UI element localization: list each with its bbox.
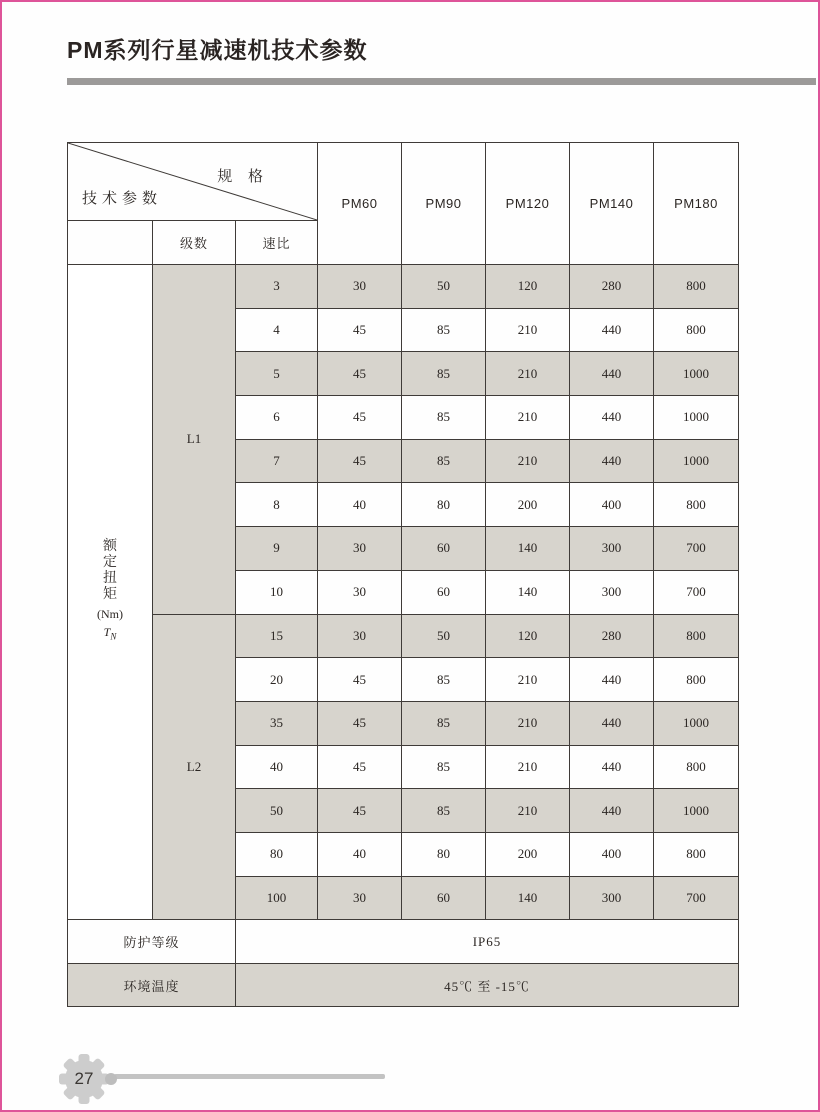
spec-table bbox=[67, 142, 739, 1007]
torque-value-cell: 440 bbox=[570, 352, 654, 396]
torque-value-cell: 85 bbox=[402, 308, 486, 352]
corner-header-cell bbox=[68, 143, 318, 221]
stage-group-cell-l2: L2 bbox=[153, 614, 236, 920]
torque-value-cell: 800 bbox=[654, 308, 739, 352]
subheader-stage: 级数 bbox=[153, 221, 236, 265]
torque-value-cell: 280 bbox=[570, 614, 654, 658]
ratio-cell: 10 bbox=[236, 570, 318, 614]
corner-label-spec: 规 格 bbox=[217, 169, 270, 185]
rated-torque-header-cell: 额 定 扭 矩 (Nm) $T_N$ bbox=[68, 265, 153, 920]
column-header-pm60: PM60 bbox=[318, 143, 402, 265]
torque-value-cell: 60 bbox=[402, 570, 486, 614]
torque-value-cell: 400 bbox=[570, 832, 654, 876]
torque-value-cell: 140 bbox=[486, 876, 570, 920]
subheader-ratio: 速比 bbox=[236, 221, 318, 265]
ratio-cell: 6 bbox=[236, 396, 318, 440]
ratio-cell: 20 bbox=[236, 658, 318, 702]
torque-value-cell: 85 bbox=[402, 439, 486, 483]
torque-value-cell: 300 bbox=[570, 876, 654, 920]
torque-value-cell: 40 bbox=[318, 832, 402, 876]
torque-value-cell: 1000 bbox=[654, 352, 739, 396]
stage-group-cell-l1: L1 bbox=[153, 265, 236, 615]
torque-value-cell: 45 bbox=[318, 701, 402, 745]
torque-value-cell: 700 bbox=[654, 570, 739, 614]
torque-value-cell: 440 bbox=[570, 396, 654, 440]
torque-value-cell: 60 bbox=[402, 527, 486, 571]
torque-value-cell: 200 bbox=[486, 832, 570, 876]
table-row bbox=[68, 265, 739, 309]
torque-value-cell: 800 bbox=[654, 265, 739, 309]
ambient-temperature-label: 环境温度 bbox=[68, 964, 236, 1007]
torque-value-cell: 85 bbox=[402, 701, 486, 745]
torque-value-cell: 210 bbox=[486, 701, 570, 745]
ratio-cell: 15 bbox=[236, 614, 318, 658]
ratio-cell: 80 bbox=[236, 832, 318, 876]
empty-subheader-cell bbox=[68, 221, 153, 265]
torque-value-cell: 210 bbox=[486, 745, 570, 789]
torque-value-cell: 85 bbox=[402, 396, 486, 440]
torque-value-cell: 440 bbox=[570, 658, 654, 702]
ratio-cell: 50 bbox=[236, 789, 318, 833]
torque-value-cell: 85 bbox=[402, 789, 486, 833]
footer-decorative-line bbox=[114, 1074, 385, 1079]
torque-value-cell: 300 bbox=[570, 527, 654, 571]
torque-value-cell: 700 bbox=[654, 527, 739, 571]
ratio-cell: 100 bbox=[236, 876, 318, 920]
ratio-cell: 35 bbox=[236, 701, 318, 745]
torque-value-cell: 1000 bbox=[654, 439, 739, 483]
ratio-cell: 5 bbox=[236, 352, 318, 396]
torque-value-cell: 120 bbox=[486, 614, 570, 658]
ratio-cell: 40 bbox=[236, 745, 318, 789]
torque-value-cell: 210 bbox=[486, 439, 570, 483]
protection-grade-value: IP65 bbox=[236, 920, 739, 964]
torque-value-cell: 85 bbox=[402, 658, 486, 702]
torque-value-cell: 280 bbox=[570, 265, 654, 309]
torque-value-cell: 80 bbox=[402, 483, 486, 527]
ratio-cell: 7 bbox=[236, 439, 318, 483]
torque-value-cell: 30 bbox=[318, 876, 402, 920]
diagonal-divider bbox=[68, 143, 317, 220]
torque-value-cell: 1000 bbox=[654, 789, 739, 833]
torque-value-cell: 30 bbox=[318, 527, 402, 571]
torque-value-cell: 440 bbox=[570, 701, 654, 745]
column-header-pm120: PM120 bbox=[486, 143, 570, 265]
torque-value-cell: 800 bbox=[654, 614, 739, 658]
column-header-pm90: PM90 bbox=[402, 143, 486, 265]
torque-value-cell: 40 bbox=[318, 483, 402, 527]
title-underline-bar bbox=[67, 78, 816, 85]
torque-value-cell: 45 bbox=[318, 352, 402, 396]
torque-value-cell: 85 bbox=[402, 352, 486, 396]
torque-value-cell: 140 bbox=[486, 570, 570, 614]
torque-value-cell: 60 bbox=[402, 876, 486, 920]
torque-value-cell: 140 bbox=[486, 527, 570, 571]
torque-value-cell: 210 bbox=[486, 396, 570, 440]
torque-value-cell: 1000 bbox=[654, 701, 739, 745]
torque-value-cell: 210 bbox=[486, 308, 570, 352]
torque-value-cell: 440 bbox=[570, 439, 654, 483]
torque-value-cell: 200 bbox=[486, 483, 570, 527]
footer-decorative-dot bbox=[105, 1073, 117, 1085]
torque-value-cell: 210 bbox=[486, 352, 570, 396]
torque-value-cell: 30 bbox=[318, 570, 402, 614]
torque-value-cell: 400 bbox=[570, 483, 654, 527]
torque-value-cell: 800 bbox=[654, 832, 739, 876]
torque-value-cell: 210 bbox=[486, 789, 570, 833]
torque-value-cell: 1000 bbox=[654, 396, 739, 440]
torque-value-cell: 440 bbox=[570, 745, 654, 789]
torque-value-cell: 800 bbox=[654, 745, 739, 789]
ratio-cell: 4 bbox=[236, 308, 318, 352]
page-title: PM系列行星减速机技术参数 bbox=[67, 37, 368, 63]
ratio-cell: 9 bbox=[236, 527, 318, 571]
ratio-cell: 8 bbox=[236, 483, 318, 527]
torque-value-cell: 45 bbox=[318, 789, 402, 833]
torque-value-cell: 120 bbox=[486, 265, 570, 309]
column-header-pm180: PM180 bbox=[654, 143, 739, 265]
torque-value-cell: 45 bbox=[318, 439, 402, 483]
torque-value-cell: 700 bbox=[654, 876, 739, 920]
torque-value-cell: 50 bbox=[402, 265, 486, 309]
table-row bbox=[68, 614, 739, 658]
spec-table-body bbox=[68, 265, 739, 920]
column-header-pm140: PM140 bbox=[570, 143, 654, 265]
torque-value-cell: 440 bbox=[570, 308, 654, 352]
torque-value-cell: 45 bbox=[318, 308, 402, 352]
torque-value-cell: 85 bbox=[402, 745, 486, 789]
torque-value-cell: 50 bbox=[402, 614, 486, 658]
torque-value-cell: 45 bbox=[318, 396, 402, 440]
torque-value-cell: 30 bbox=[318, 614, 402, 658]
page-number-gear-badge bbox=[58, 1053, 110, 1105]
ambient-temperature-value: 45℃ 至 -15℃ bbox=[236, 964, 739, 1007]
torque-value-cell: 80 bbox=[402, 832, 486, 876]
torque-value-cell: 45 bbox=[318, 658, 402, 702]
torque-value-cell: 45 bbox=[318, 745, 402, 789]
corner-label-tech-params: 技术参数 bbox=[82, 191, 163, 207]
torque-value-cell: 440 bbox=[570, 789, 654, 833]
torque-value-cell: 210 bbox=[486, 658, 570, 702]
torque-value-cell: 30 bbox=[318, 265, 402, 309]
torque-value-cell: 300 bbox=[570, 570, 654, 614]
torque-value-cell: 800 bbox=[654, 658, 739, 702]
page-number: 27 bbox=[74, 1069, 94, 1088]
torque-value-cell: 800 bbox=[654, 483, 739, 527]
protection-grade-label: 防护等级 bbox=[68, 920, 236, 964]
ratio-cell: 3 bbox=[236, 265, 318, 309]
